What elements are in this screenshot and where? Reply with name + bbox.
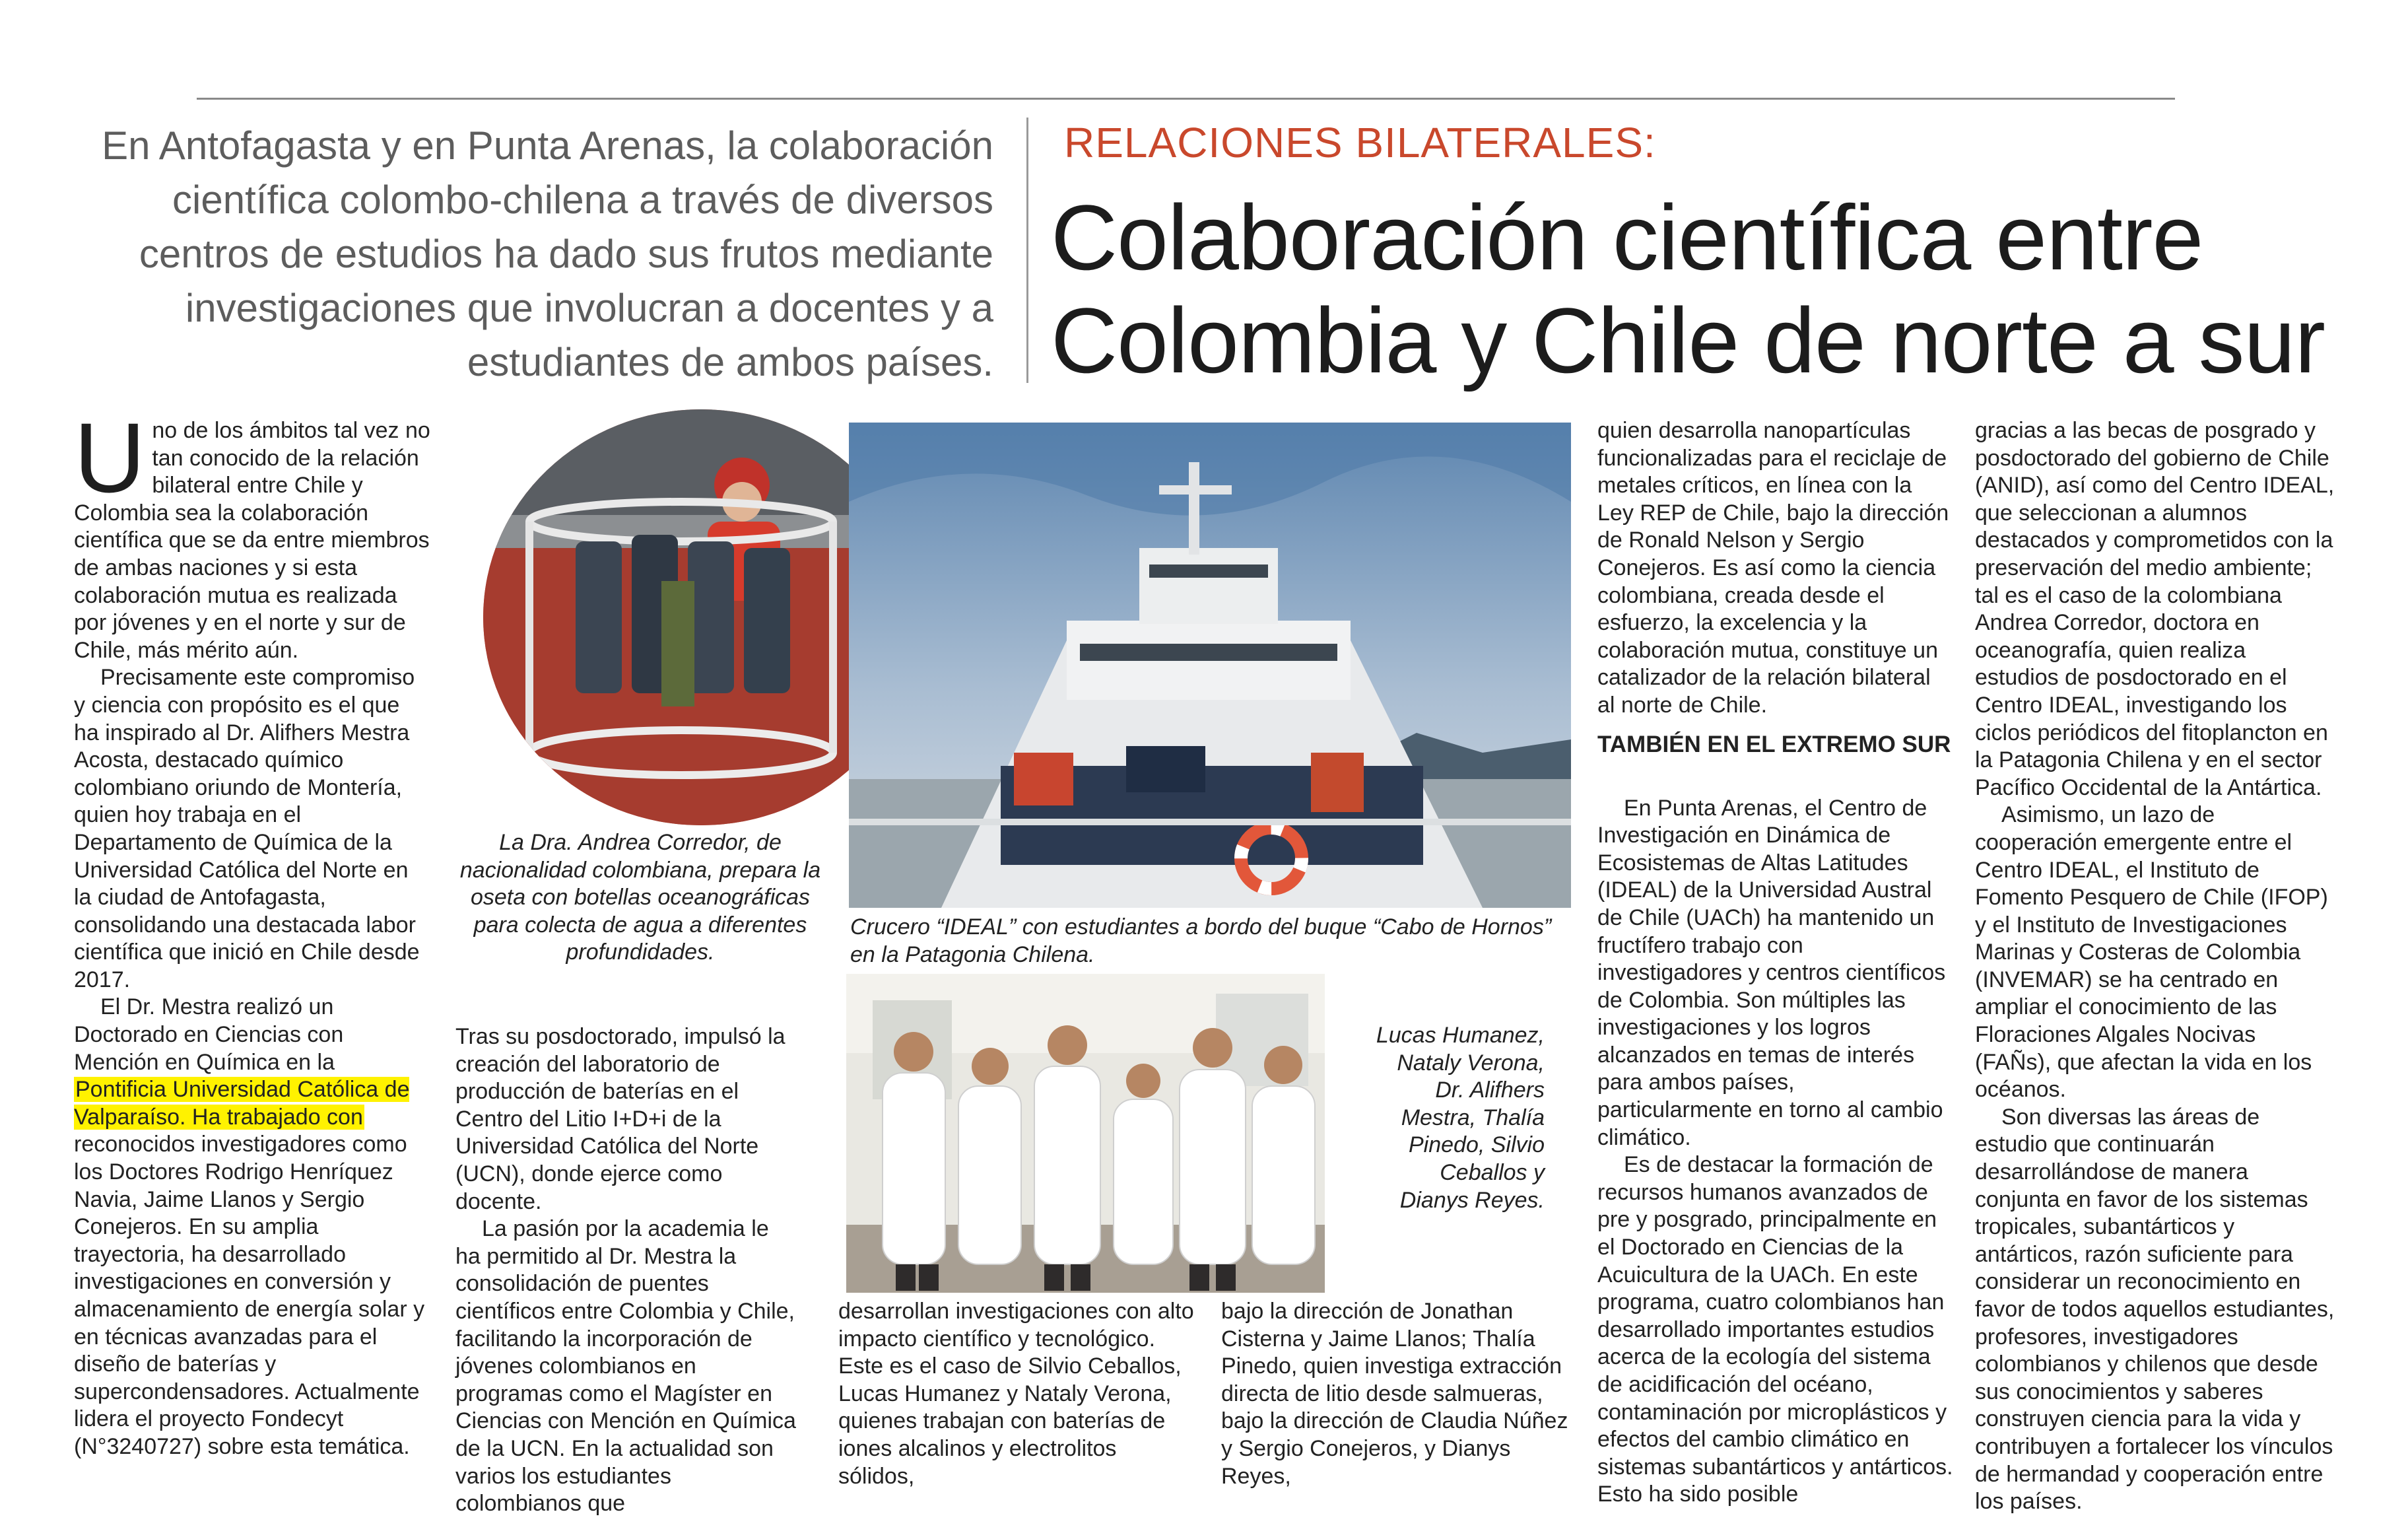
lead-paragraph: En Antofagasta y en Punta Arenas, la colaboración científica colombo-chilena a través de diversos centros de estudios ha dado sus frutos mediante investigaciones que involucran a docentes y a estudiantes de ambos países. — [102, 123, 993, 384]
paragraph-1: bajo la dirección de Jonathan Cisterna y Jaime Llanos; Thalía Pinedo, quien investiga extracción directa de litio desde salmueras, bajo la dirección de Claudia Núñez y Sergio Conejeros, y Dianys Reyes, — [1221, 1299, 1568, 1489]
paragraph-1: Tras su posdoctorado, impulsó la creación del laboratorio de producción de baterías en el Centro del Litio I+D+i de la Universidad Católica del Norte (UCN), donde ejerce como docente. — [455, 1024, 786, 1214]
paragraph-2: La pasión por la academia le ha permitido al Dr. Mestra la consolidación de puentes científicos entre Colombia y Chile, facilitando la incorporación de jóvenes colombianos en programas como el Magíster en Ciencias con Mención en Química de la UCN. En la actualidad son varios los estudiantes colombianos que — [455, 1216, 796, 1517]
paragraph-3-text-a: El Dr. Mestra realizó un Doctorado en Ciencias con Mención en Química en la — [74, 994, 344, 1075]
paragraph-3-text-b: reconocidos investigadores como los Doctores Rodrigo Henríquez Navia, Jaime Llanos y Sergio Conejeros. En su amplia trayectoria, ha desarrollado investigaciones en conversión y almacenamiento de energía solar y en técnicas avanzadas para el diseño de baterías y supercondensadores. Actualmente lidera el proyecto Fondecyt (N°3240727) sobre esta temática. — [74, 1132, 425, 1459]
paragraph-1 — [74, 402, 430, 664]
highlighted-text: Pontificia Universidad Católica de Valparaíso. Ha trabajado con — [74, 1077, 410, 1130]
article-column-1 — [74, 402, 430, 1461]
top-rule — [197, 98, 2175, 100]
oceanographer-caption: La Dra. Andrea Corredor, de nacionalidad colombiana, prepara la oseta con botellas oceanográficas para colecta de agua a diferentes profundidades. — [459, 830, 821, 965]
paragraph-1-text: no de los ámbitos tal vez no tan conocido de la relación bilateral entre Chile y Colombia sea la colaboración científica que se da entre miembros de ambas naciones y si esta colaboración mutua es realizada por jóvenes y en el norte y sur de Chile, más mérito aún. — [74, 418, 430, 663]
section-kicker: RELACIONES BILATERALES: — [1064, 119, 1656, 166]
paragraph-1: quien desarrolla nanopartículas funcionalizadas para el reciclaje de metales críticos, en línea con la Ley REP de Chile, bajo la dirección de Ronald Nelson y Sergio Conejeros. Es así como la ciencia colombiana, creada desde el esfuerzo, la excelencia y la colaboración mutua, constituye un catalizador de la relación bilateral al norte de Chile. — [1597, 418, 1949, 718]
drop-cap: U — [74, 402, 146, 513]
paragraph-2: En Punta Arenas, el Centro de Investigación en Dinámica de Ecosistemas de Altas Latitudes (IDEAL) de la Universidad Austral de Chile (UACh) ha mantenido un fructífero trabajo con investigadores y centros científicos de Colombia. Son múltiples las investigaciones y los logros alcanzados en temas de interés para ambos países, particularmente en torno al cambio climático. — [1597, 795, 1946, 1150]
paragraph-1: desarrollan investigaciones con alto impacto científico y tecnológico. Este es el caso de Silvio Ceballos, Lucas Humanez y Nataly Verona, quienes trabajan con baterías de iones alcalinos y electrolitos sólidos, — [838, 1299, 1194, 1489]
paragraph-3 — [74, 994, 430, 1460]
paragraph-3: Es de destacar la formación de recursos humanos avanzados de pre y posgrado, principalmente en el Doctorado en Ciencias de la Acuicultura de la UACh. En este programa, cuatro colombianos han desarrollado importantes estudios acerca de la ecología del sistema de acidificación del océano, contaminación por microplásticos y efectos del cambio climático en sistemas subantárticos y antárticos. Esto ha sido posible — [1597, 1152, 1953, 1507]
article-column-5 — [1597, 417, 1954, 1509]
article-column-6 — [1975, 417, 2335, 1516]
subheading: TAMBIÉN EN EL EXTREMO SUR — [1597, 731, 1951, 757]
lab-caption: Lucas Humanez, Nataly Verona, Dr. Alifhers Mestra, Thalía Pinedo, Silvio Ceballos y Dianys Reyes. — [1376, 1023, 1545, 1213]
headline-line-1: Colaboración científica entre — [1051, 186, 2203, 289]
ship-photo — [849, 423, 1571, 908]
paragraph-2: Precisamente este compromiso y ciencia con propósito es el que ha inspirado al Dr. Alifhers Mestra Acosta, destacado químico colombiano oriundo de Montería, quien hoy trabaja en el Departamento de Química de la Universidad Católica del Norte en la ciudad de Antofagasta, consolidando una destacada labor científica que inició en Chile desde 2017. — [74, 665, 420, 992]
article-column-4 — [1221, 1298, 1578, 1490]
paragraph-3: Son diversas las áreas de estudio que continuarán desarrollándose de manera conjunta en favor de los sistemas tropicales, subantárticos y antárticos, razón suficiente para considerar un reconocimiento en favor de todos aquellos estudiantes, profesores, investigadores colombianos y chilenos que desde sus conocimientos y saberes construyen ciencia para la vida y contribuyen a fortalecer los vínculos de hermandad y cooperación entre los países. — [1975, 1104, 2335, 1515]
paragraph-1: gracias a las becas de posgrado y posdoctorado del gobierno de Chile (ANID), así como del Centro IDEAL, que seleccionan a alumnos destacados y comprometidos con la preservación del medio ambiente; tal es el caso de la colombiana Andrea Corredor, doctora en oceanografía, quien realiza estudios de posdoctorado en el Centro IDEAL, investigando los ciclos periódicos del fitoplancton en la Patagonia Chilena y en el sector Pacífico Occidental de la Antártica. — [1975, 418, 2335, 800]
article-column-3 — [838, 1298, 1195, 1490]
vertical-rule — [1026, 118, 1028, 383]
headline-line-2: Colombia y Chile de norte a sur — [1051, 289, 2325, 392]
paragraph-2: Asimismo, un lazo de cooperación emergente entre el Centro IDEAL, el Instituto de Fomento Pesquero de Chile (IFOP) y el Instituto de Investigaciones Marinas y Costeras de Colombia (INVEMAR) se ha centrado en ampliar el conocimiento de las Floraciones Algales Nocivas (FAÑs), que afectan la vida en los océanos. — [1975, 802, 2328, 1103]
article-column-2 — [455, 1023, 799, 1518]
ship-caption: Crucero “IDEAL” con estudiantes a bordo del buque “Cabo de Hornos” en la Patagonia Chilena. — [850, 914, 1552, 967]
headline — [1051, 186, 2345, 392]
lab-team-photo — [846, 974, 1325, 1293]
